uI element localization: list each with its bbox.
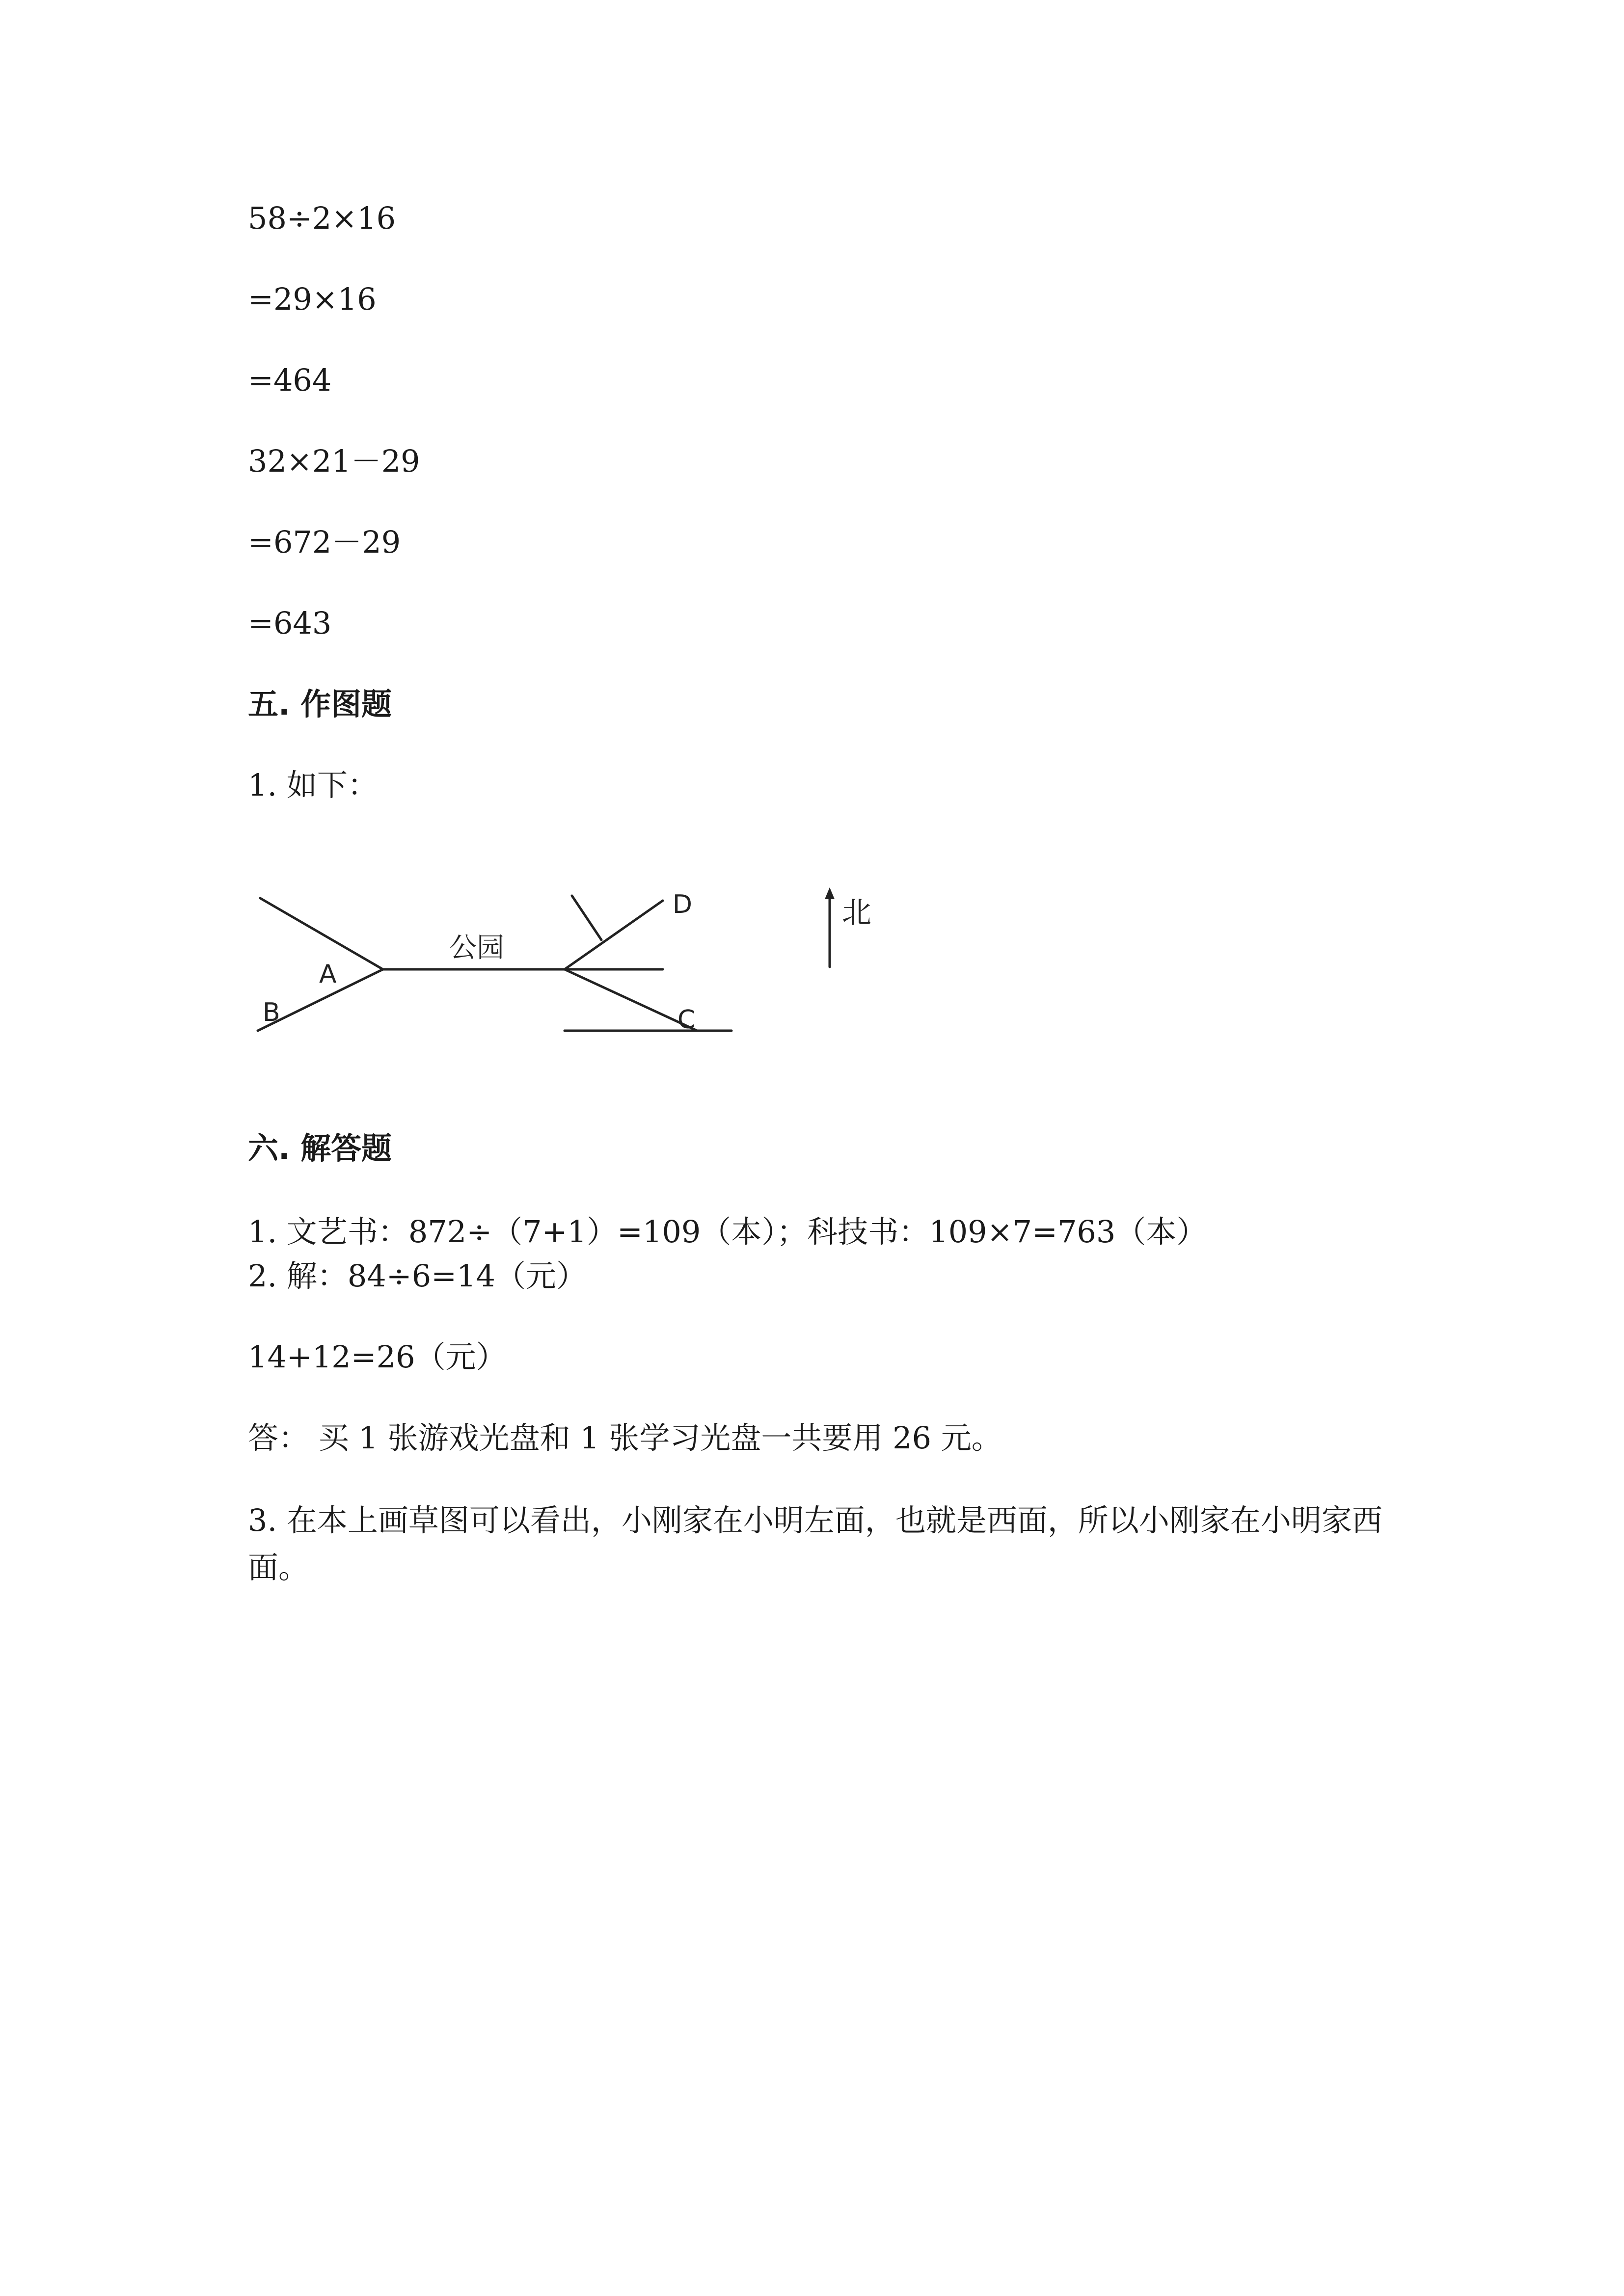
calc-line-2: =29×16 [248,281,377,317]
label-d: D [673,890,693,919]
calc-line-1: 58÷2×16 [248,200,396,236]
answer-3: 3. 在本上画草图可以看出，小刚家在小明左面，也就是西面，所以小刚家在小明家西面。 [248,1502,1382,1585]
calc-line-4: 32×21－29 [248,443,420,479]
calc-line-6: =643 [248,605,332,641]
north-label: 北 [842,896,871,930]
calc-line-3: =464 [248,362,332,398]
answer-2-step: 14+12=26（元） [248,1339,507,1375]
map-diagram [245,869,933,1055]
road-to-d [565,901,663,969]
answer-2: 2. 解：84÷6=14（元） [248,1258,587,1294]
branch-short [572,896,601,940]
section5-item1: 1. 如下： [248,767,378,803]
label-b: B [263,998,280,1027]
park-label: 公园 [449,932,504,964]
road-to-park-upper [260,898,383,969]
section6-heading: 六. 解答题 [248,1130,392,1166]
section5-heading: 五. 作图题 [248,686,392,722]
north-arrow-head [825,887,835,899]
answer-2-final: 答： 买 1 张游戏光盘和 1 张学习光盘一共要用 26 元。 [248,1420,1002,1456]
label-a: A [319,960,337,989]
label-c: C [677,1005,696,1035]
answer-1: 1. 文艺书：872÷（7+1）=109（本）；科技书：109×7=763（本） [248,1214,1207,1250]
calc-line-5: =672－29 [248,524,401,560]
